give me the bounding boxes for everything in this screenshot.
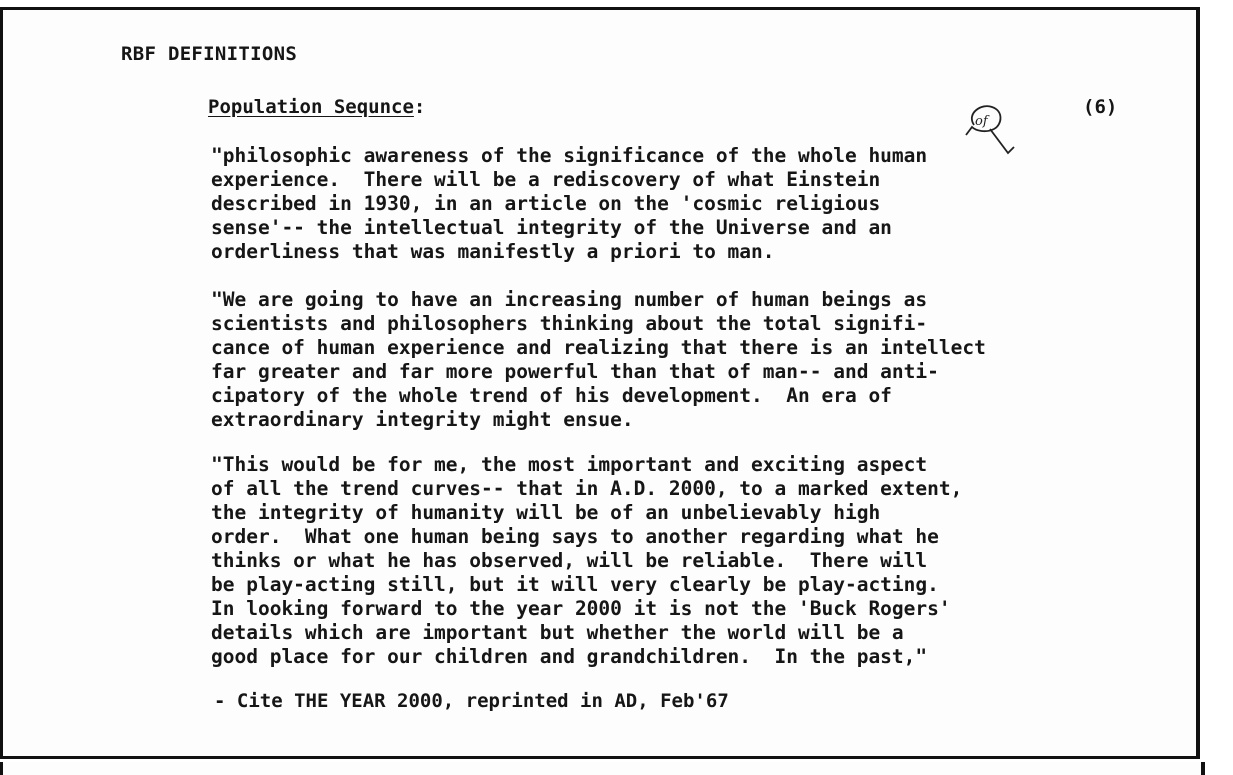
paragraph-1: "philosophic awareness of the significance of the whole human experience. There will be a rediscovery of what Einstein described in 1930, in an article on the 'cosmic religious sense'-- the intellectual integrity of the Universe and an orderliness that was manifestly a priori to man. xyxy=(211,144,928,263)
document-header: RBF DEFINITIONS xyxy=(121,43,298,65)
section-title-colon: : xyxy=(413,96,426,118)
paragraph-3: "This would be for me, the most important and exciting aspect of all the trend curves-- that in A.D. 2000, to a marked extent, the integrity of humanity will be of an unbelievably high order. What one human being says to another regarding what he thinks or what he has observed, will be reliable. There will be play-acting still, but it will very clearly be play-acting. In looking forward to the year 2000 it is not the 'Buck Rogers' details which are important but whether the world will be a good place for our children and grandchildren. In the past," xyxy=(211,453,963,668)
section-title-text: Population Sequnce xyxy=(208,96,414,118)
section-title xyxy=(208,96,425,118)
handwritten-note: of xyxy=(975,114,988,129)
handwritten-insertion-mark xyxy=(960,101,1020,161)
page-number: (6) xyxy=(1083,96,1118,118)
next-card-edge xyxy=(0,762,1205,775)
paragraph-2: "We are going to have an increasing number of human beings as scientists and philosophers thinking about the total signifi- cance of human experience and realizing that there is an intellect far greater and far more powerful than that of man-- and anti- cipatory of the whole trend of his development. An era of extraordinary integrity might ensue. xyxy=(211,288,986,431)
citation: - Cite THE YEAR 2000, reprinted in AD, Feb'67 xyxy=(214,690,729,712)
